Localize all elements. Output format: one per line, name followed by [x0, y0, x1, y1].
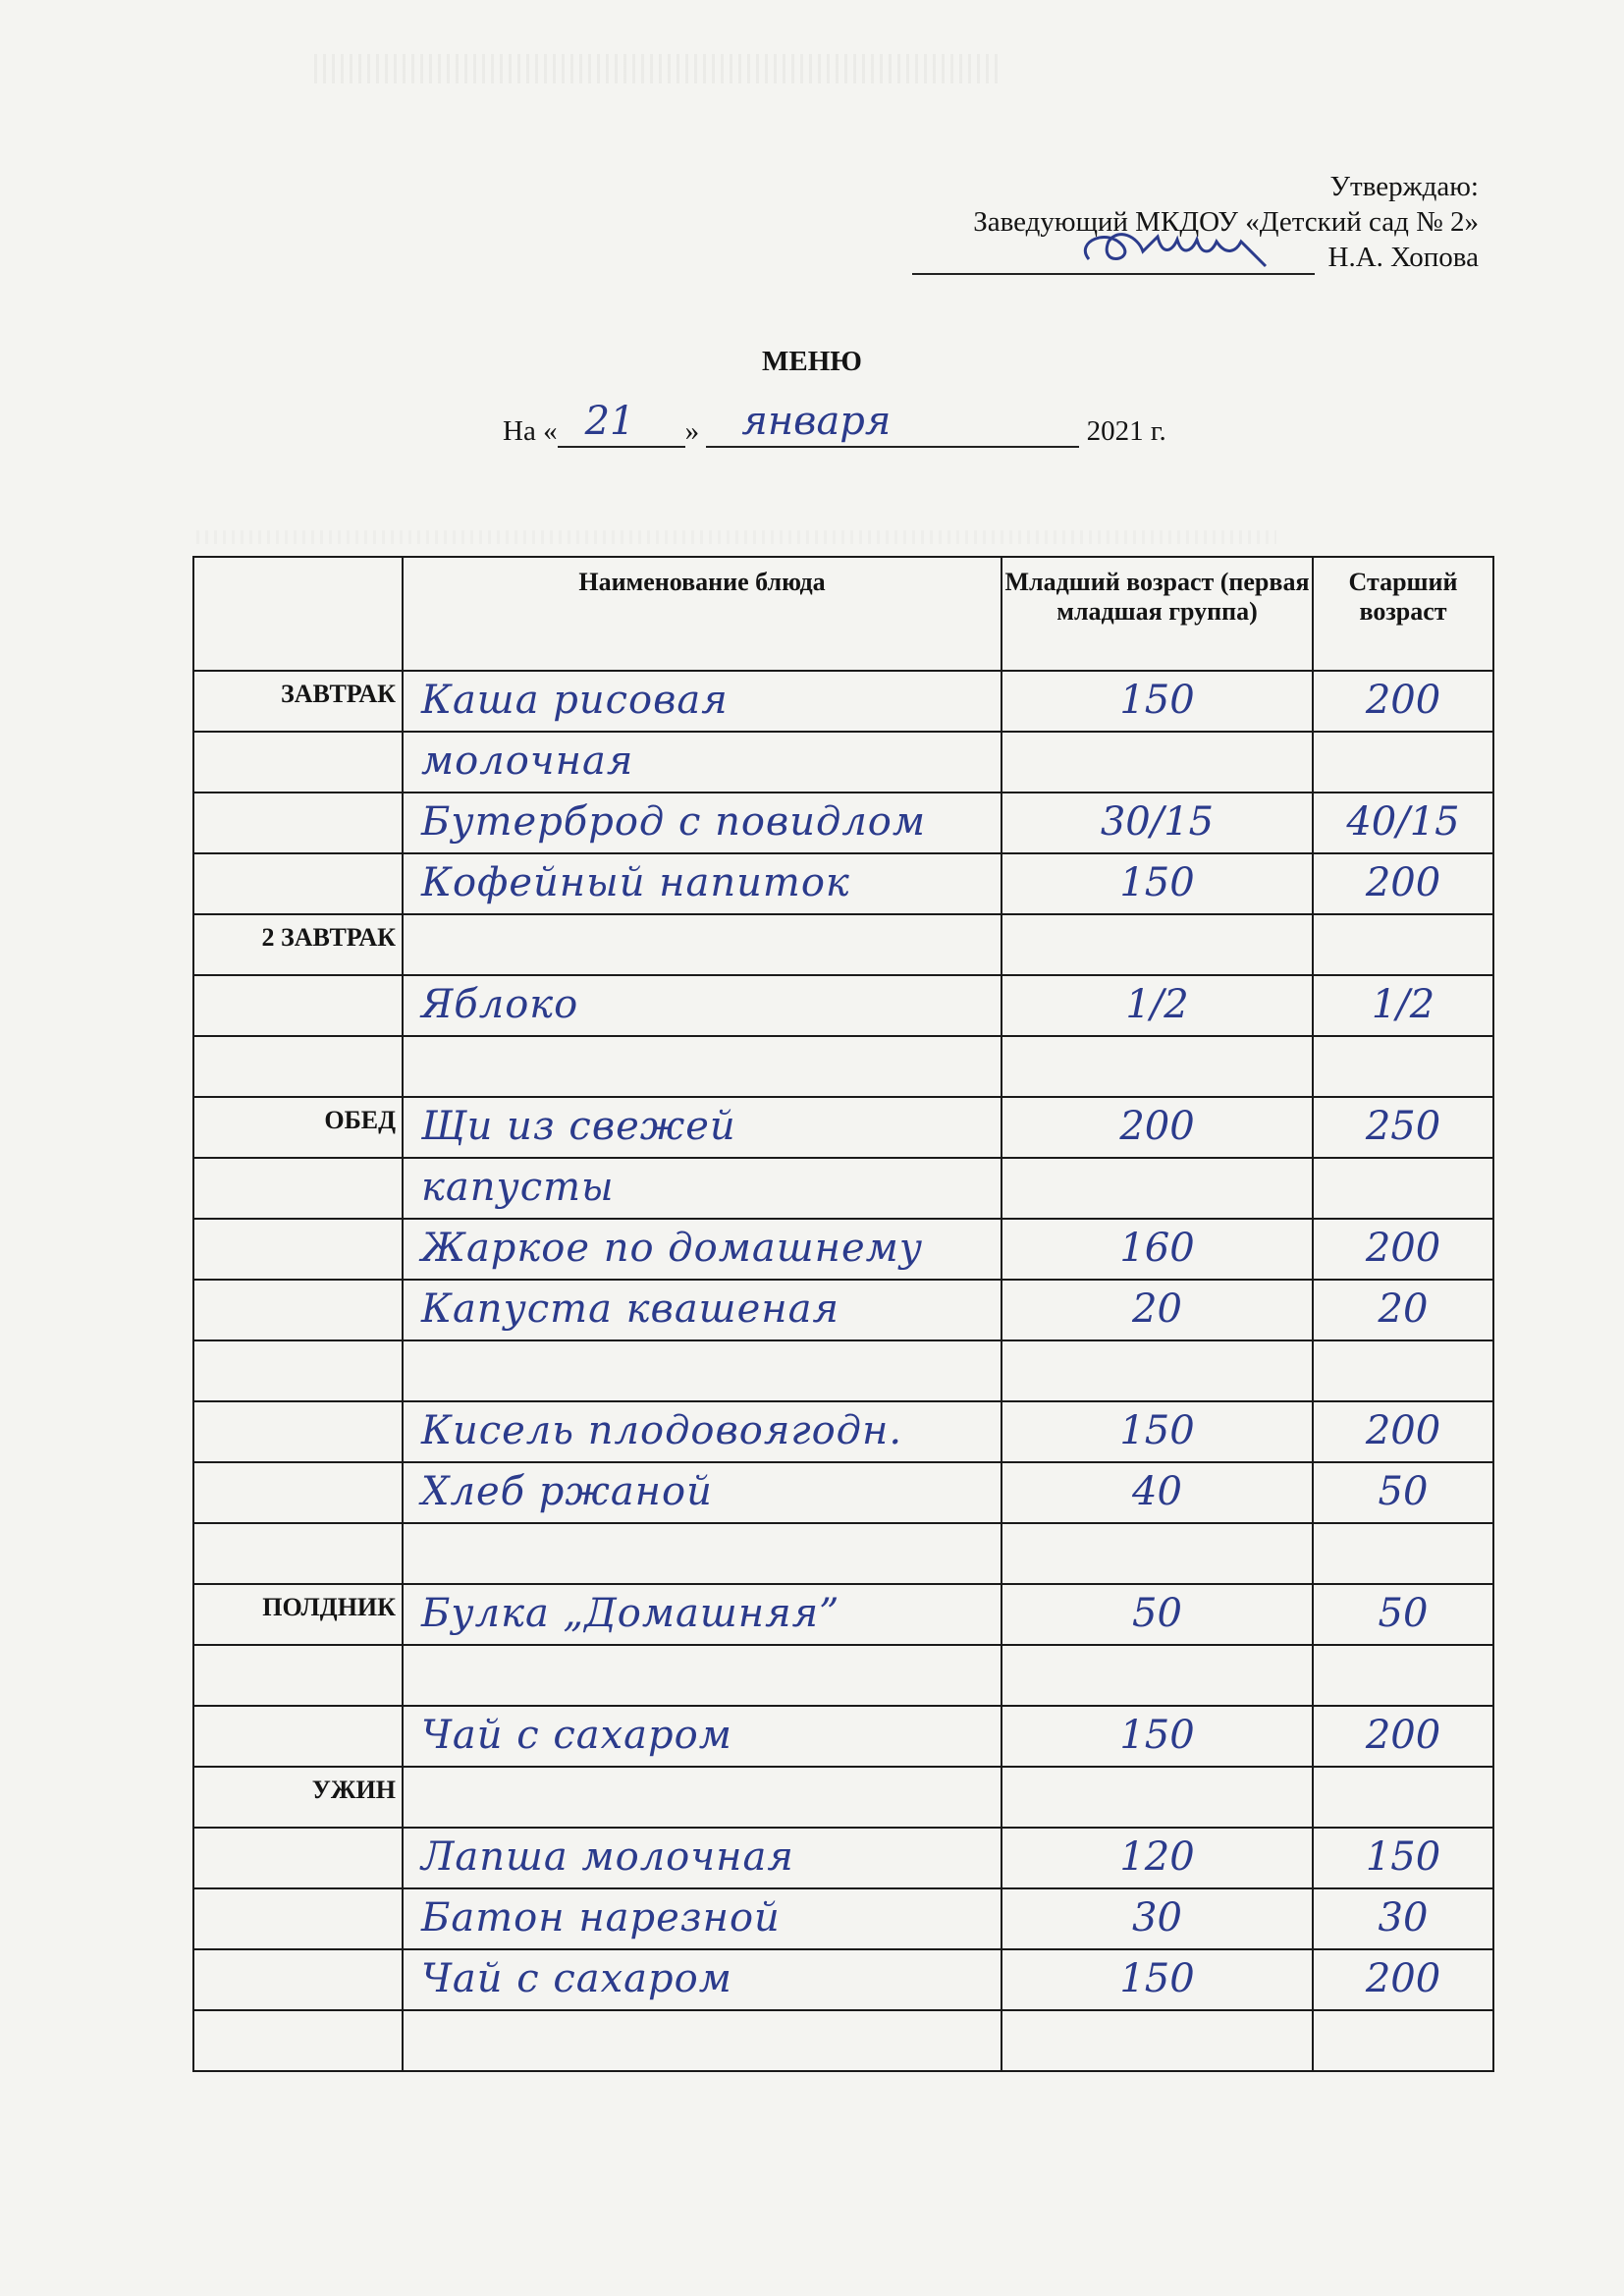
old-portion-cell	[1313, 2010, 1493, 2071]
meal-cell: 2 ЗАВТРАК	[193, 914, 403, 975]
young-portion-cell	[1001, 914, 1313, 975]
dish-cell	[403, 914, 1001, 975]
young-portion-cell: 30/15	[1001, 793, 1313, 853]
old-portion-cell: 150	[1313, 1828, 1493, 1888]
old-portion-cell: 250	[1313, 1097, 1493, 1158]
scan-artifact	[196, 530, 1276, 544]
dish-cell: Щи из свежей	[403, 1097, 1001, 1158]
table-row	[193, 914, 1493, 975]
young-portion-cell: 200	[1001, 1097, 1313, 1158]
old-portion-cell: 50	[1313, 1584, 1493, 1645]
meal-cell	[193, 1401, 403, 1462]
date-mid: »	[684, 415, 700, 447]
old-portion-cell: 1/2	[1313, 975, 1493, 1036]
table-row	[193, 1219, 1493, 1280]
old-portion-cell	[1313, 732, 1493, 793]
old-portion-cell	[1313, 1767, 1493, 1828]
month-blank	[706, 399, 1079, 448]
meal-cell: ПОЛДНИК	[193, 1584, 403, 1645]
table-row	[193, 1036, 1493, 1097]
meal-cell	[193, 1706, 403, 1767]
meal-cell	[193, 1645, 403, 1706]
old-portion-cell: 50	[1313, 1462, 1493, 1523]
table-row	[193, 1340, 1493, 1401]
table-row	[193, 1828, 1493, 1888]
meal-cell	[193, 975, 403, 1036]
table-row	[193, 671, 1493, 732]
meal-cell: ОБЕД	[193, 1097, 403, 1158]
dish-cell: Хлеб ржаной	[403, 1462, 1001, 1523]
old-portion-cell: 200	[1313, 853, 1493, 914]
meal-cell	[193, 1158, 403, 1219]
header-young: Младший возраст (первая младшая группа)	[1001, 557, 1313, 671]
dish-cell: Яблоко	[403, 975, 1001, 1036]
table-row	[193, 1523, 1493, 1584]
table-row	[193, 732, 1493, 793]
young-portion-cell: 20	[1001, 1280, 1313, 1340]
table-row	[193, 975, 1493, 1036]
young-portion-cell	[1001, 1036, 1313, 1097]
dish-cell	[403, 1645, 1001, 1706]
young-portion-cell: 40	[1001, 1462, 1313, 1523]
young-portion-cell: 150	[1001, 1706, 1313, 1767]
dish-cell: Чай с сахаром	[403, 1949, 1001, 2010]
dish-cell: Бутерброд с повидлом	[403, 793, 1001, 853]
approver-name: Н.А. Хопова	[1327, 242, 1479, 273]
young-portion-cell	[1001, 2010, 1313, 2071]
table-row	[193, 1888, 1493, 1949]
signature-line	[912, 246, 1315, 275]
scan-artifact	[314, 54, 1001, 83]
old-portion-cell: 200	[1313, 1219, 1493, 1280]
table-row	[193, 1462, 1493, 1523]
dish-cell: Каша рисовая	[403, 671, 1001, 732]
meal-cell: УЖИН	[193, 1767, 403, 1828]
young-portion-cell: 50	[1001, 1584, 1313, 1645]
old-portion-cell: 30	[1313, 1888, 1493, 1949]
table-row	[193, 1158, 1493, 1219]
date-line	[503, 399, 1166, 448]
dish-cell: молочная	[403, 732, 1001, 793]
page-title: МЕНЮ	[762, 346, 862, 377]
old-portion-cell	[1313, 1036, 1493, 1097]
meal-cell	[193, 793, 403, 853]
dish-cell: Капуста квашеная	[403, 1280, 1001, 1340]
dish-cell	[403, 1523, 1001, 1584]
table-row	[193, 853, 1493, 914]
meal-cell	[193, 1219, 403, 1280]
dish-cell: капусты	[403, 1158, 1001, 1219]
old-portion-cell: 200	[1313, 1401, 1493, 1462]
table-row	[193, 1645, 1493, 1706]
meal-cell	[193, 1888, 403, 1949]
table-row	[193, 2010, 1493, 2071]
old-portion-cell: 20	[1313, 1280, 1493, 1340]
table-row	[193, 1584, 1493, 1645]
young-portion-cell: 1/2	[1001, 975, 1313, 1036]
old-portion-cell: 40/15	[1313, 793, 1493, 853]
table-header-row	[193, 557, 1493, 671]
old-portion-cell: 200	[1313, 1706, 1493, 1767]
meal-cell	[193, 1280, 403, 1340]
meal-cell	[193, 853, 403, 914]
date-prefix: На «	[503, 415, 558, 447]
old-portion-cell	[1313, 1340, 1493, 1401]
young-portion-cell: 30	[1001, 1888, 1313, 1949]
young-portion-cell	[1001, 1340, 1313, 1401]
old-portion-cell: 200	[1313, 671, 1493, 732]
dish-cell	[403, 1340, 1001, 1401]
meal-cell: ЗАВТРАК	[193, 671, 403, 732]
signature-image	[1069, 222, 1275, 271]
young-portion-cell	[1001, 1158, 1313, 1219]
meal-cell	[193, 1340, 403, 1401]
dish-cell: Кисель плодовоягодн.	[403, 1401, 1001, 1462]
table-row	[193, 1706, 1493, 1767]
dish-cell	[403, 2010, 1001, 2071]
meal-cell	[193, 1462, 403, 1523]
table-row	[193, 1280, 1493, 1340]
young-portion-cell: 150	[1001, 1401, 1313, 1462]
meal-cell	[193, 1523, 403, 1584]
meal-cell	[193, 732, 403, 793]
header-meal	[193, 557, 403, 671]
approve-label: Утверждаю:	[1329, 171, 1479, 202]
meal-cell	[193, 1828, 403, 1888]
dish-cell	[403, 1767, 1001, 1828]
table-row	[193, 793, 1493, 853]
date-month: января	[741, 399, 892, 444]
old-portion-cell	[1313, 1158, 1493, 1219]
date-year: 2021 г.	[1086, 415, 1166, 447]
dish-cell: Лапша молочная	[403, 1828, 1001, 1888]
young-portion-cell	[1001, 732, 1313, 793]
meal-cell	[193, 1036, 403, 1097]
day-blank	[558, 399, 685, 448]
header-dish: Наименование блюда	[403, 557, 1001, 671]
old-portion-cell	[1313, 1523, 1493, 1584]
approver-position: Заведующий МКДОУ «Детский сад № 2»	[973, 206, 1479, 238]
young-portion-cell: 150	[1001, 1949, 1313, 2010]
table-body	[193, 671, 1493, 2071]
dish-cell: Кофейный напиток	[403, 853, 1001, 914]
approval-block	[912, 169, 1479, 275]
young-portion-cell	[1001, 1767, 1313, 1828]
young-portion-cell	[1001, 1523, 1313, 1584]
table-row	[193, 1767, 1493, 1828]
header-old: Старший возраст	[1313, 557, 1493, 671]
young-portion-cell: 150	[1001, 853, 1313, 914]
young-portion-cell	[1001, 1645, 1313, 1706]
old-portion-cell	[1313, 914, 1493, 975]
dish-cell: Чай с сахаром	[403, 1706, 1001, 1767]
signature-row	[912, 240, 1479, 275]
dish-cell	[403, 1036, 1001, 1097]
table-row	[193, 1401, 1493, 1462]
old-portion-cell	[1313, 1645, 1493, 1706]
young-portion-cell: 160	[1001, 1219, 1313, 1280]
old-portion-cell: 200	[1313, 1949, 1493, 2010]
dish-cell: Батон нарезной	[403, 1888, 1001, 1949]
dish-cell: Жаркое по домашнему	[403, 1219, 1001, 1280]
meal-cell	[193, 1949, 403, 2010]
young-portion-cell: 120	[1001, 1828, 1313, 1888]
meal-cell	[193, 2010, 403, 2071]
menu-table	[192, 556, 1494, 2072]
table-row	[193, 1949, 1493, 2010]
table-row	[193, 1097, 1493, 1158]
young-portion-cell: 150	[1001, 671, 1313, 732]
date-day: 21	[584, 399, 635, 444]
dish-cell: Булка „Домашняя”	[403, 1584, 1001, 1645]
